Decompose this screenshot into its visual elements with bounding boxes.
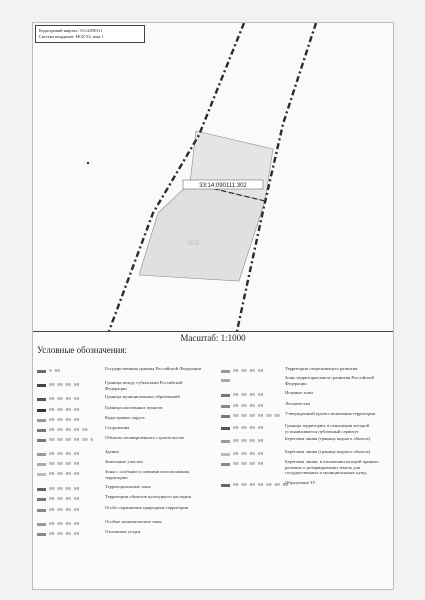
legend-sample: [37, 425, 97, 435]
legend-sample: [221, 436, 279, 446]
legend-label: Береговая линия, в отношении которой принято решение о резервировании земель для государственных и муниципальных нужд: [285, 459, 379, 476]
legend-code: 00 00 00 00: [233, 438, 264, 444]
legend-item: [37, 425, 205, 435]
legend-sample: [221, 411, 279, 421]
legend-label: Граница территории, в отношении которой устанавливается публичный сервитут: [285, 423, 370, 434]
legend-item: [37, 494, 205, 504]
legend-sample: [37, 469, 97, 479]
legend-swatch: [221, 415, 230, 418]
legend-item: [221, 459, 383, 476]
map-info-box: [35, 25, 145, 43]
legend-item: [37, 366, 205, 376]
parcel-label: 33:14:090111:302: [199, 183, 247, 189]
legend-sample: [37, 366, 97, 376]
legend-code: 00 00 00 00: [233, 425, 264, 431]
legend-swatch: [221, 427, 230, 430]
legend-sample: [37, 415, 97, 425]
legend-swatch: [37, 488, 46, 491]
legend-swatch: [37, 509, 46, 512]
legend-code: 00 00 00 00: [49, 396, 80, 402]
legend-sample: [37, 394, 97, 404]
legend-sample: [221, 480, 289, 490]
legend-sample: [221, 449, 279, 459]
legend-item: [37, 469, 205, 480]
legend-item: [37, 484, 205, 494]
legend-item: [37, 505, 205, 515]
legend-code: 00 00 00 00: [49, 496, 80, 502]
legend-item: [221, 411, 383, 421]
legend-swatch: [37, 429, 46, 432]
legend-sample: [37, 459, 97, 469]
legend-item: [37, 394, 205, 404]
legend-label: Образуемые ЗУ: [285, 480, 316, 485]
legend-swatch: [221, 484, 230, 487]
legend-sample: [221, 459, 279, 469]
legend-code: 00 00 00 00: [233, 392, 264, 398]
legend-item: [221, 423, 383, 434]
legend-sample: [37, 449, 97, 459]
legend-swatch: [221, 394, 230, 397]
legend-label: Береговая линия (граница водного объекта): [285, 436, 371, 441]
legend-title: Условные обозначения:: [37, 345, 128, 355]
faint-label: 303: [187, 240, 199, 247]
legend-label: Территории опережающего развития: [285, 366, 358, 371]
legend-code: 00 00 00 00 00 00 00: [233, 482, 289, 488]
legend-item: [221, 375, 383, 386]
legend-swatch: [37, 409, 46, 412]
legend-item: [37, 449, 205, 459]
legend-swatch: [221, 440, 230, 443]
legend-swatch: [37, 419, 46, 422]
legend-code: 00 00 00 00: [233, 368, 264, 374]
legend-sample: [221, 401, 279, 411]
legend-item: [37, 380, 205, 391]
legend-label: Охотничьи угодья: [105, 529, 141, 534]
legend-swatch: [37, 384, 46, 387]
legend-item: [37, 519, 205, 529]
legend-code: 0 00: [49, 368, 61, 374]
info-line-2: Система координат: МСК-33, зона 1: [39, 33, 104, 39]
legend-label: Земельные участки: [105, 459, 143, 464]
legend-swatch: [221, 463, 230, 466]
legend-code: 00 00 00 00 00 0: [49, 437, 94, 443]
legend-label: Граница населенных пунктов: [105, 405, 163, 410]
legend-swatch: [37, 533, 46, 536]
legend-swatch: [37, 498, 46, 501]
map-frame: [33, 23, 393, 332]
legend-code: 00 00 00 00: [49, 471, 80, 477]
legend-code: 00 00 00 00: [49, 461, 80, 467]
legend-sample: [221, 390, 279, 400]
legend-code: 00 00 00 00: [49, 507, 80, 513]
legend-code: 00 00 00 00: [49, 382, 80, 388]
legend-item: [37, 415, 205, 425]
legend-label: Лесничества: [285, 401, 310, 406]
legend-sample: [37, 519, 97, 529]
legend-swatch: [37, 398, 46, 401]
survey-point: [87, 162, 89, 164]
map-canvas: [33, 23, 393, 331]
legend-label: Зоны территориального развития Российской Федерации: [285, 375, 374, 386]
legend-code: 00 00 00 00: [233, 451, 264, 457]
legend-label: Объекты незавершенного строительства: [105, 435, 185, 440]
legend-item: [221, 449, 383, 459]
legend-sample: [37, 494, 97, 504]
legend-item: [221, 480, 383, 490]
legend-item: [221, 436, 383, 446]
legend-code: 00 00 00 00 00 00: [233, 413, 280, 419]
legend-swatch: [37, 463, 46, 466]
legend-item: [37, 529, 205, 539]
legend-code: 00 00 00 00: [49, 451, 80, 457]
cadastral-sheet: [32, 22, 394, 590]
scale-label: Масштаб: 1:1000: [180, 333, 246, 343]
legend-label: Территории объектов культурного наследия: [105, 494, 191, 499]
legend-label: Граница между субъектами Российской Федерации: [105, 380, 183, 391]
info-line-1: Кадастровый квартал: 33:14:090111: [39, 28, 103, 33]
legend-code: 00 00 00 00: [233, 461, 264, 467]
legend-code: 00 00 00 00: [49, 407, 80, 413]
legend-label: Игорные зоны: [285, 390, 314, 395]
legend-label: Утвержденный проект межевания территории: [285, 411, 376, 416]
legend-label: Кадастровые округа: [105, 415, 145, 420]
legend-item: [37, 405, 205, 415]
legend-code: 00 00 00 00: [233, 403, 264, 409]
legend-item: [37, 459, 205, 469]
parcel-polygon[interactable]: [139, 183, 265, 281]
legend-swatch: [37, 370, 46, 373]
legend-swatch: [221, 405, 230, 408]
legend-label: Береговая линия (граница водного объекта): [285, 449, 371, 454]
legend-label: Здания: [105, 449, 119, 454]
legend-label: Особо охраняемые природные территории: [105, 505, 189, 510]
legend-swatch: [37, 439, 46, 442]
legend-label: Зоны с особыми условиями использования территории: [105, 469, 190, 480]
legend-swatch: [37, 453, 46, 456]
legend-item: [221, 401, 383, 411]
legend-swatch: [37, 473, 46, 476]
legend-label: Граница муниципальных образований: [105, 394, 180, 399]
legend-swatch: [221, 370, 230, 373]
legend-swatch: [37, 523, 46, 526]
legend-sample: [37, 505, 97, 515]
legend-code: 00 00 00 00 00: [49, 427, 88, 433]
legend-sample: [221, 423, 279, 433]
legend-code: 00 00 00 00: [49, 486, 80, 492]
legend-label: Государственная граница Российской Федерации: [105, 366, 202, 371]
legend-code: 00 00 00 00: [49, 417, 80, 423]
legend-sample: [37, 435, 97, 445]
legend-item: [37, 435, 205, 445]
legend-sample: [37, 529, 97, 539]
legend-item: [221, 390, 383, 400]
legend: [37, 366, 391, 584]
legend-label: Сооружения: [105, 425, 130, 430]
legend-swatch: [221, 379, 230, 382]
legend-code: 00 00 00 00: [49, 521, 80, 527]
legend-label: Территориальные зоны: [105, 484, 151, 489]
legend-sample: [37, 484, 97, 494]
legend-sample: [37, 380, 97, 390]
legend-code: 00 00 00 00: [49, 531, 80, 537]
legend-sample: [37, 405, 97, 415]
legend-sample: [221, 375, 279, 385]
legend-swatch: [221, 453, 230, 456]
legend-label: Особые экономические зоны: [105, 519, 162, 524]
